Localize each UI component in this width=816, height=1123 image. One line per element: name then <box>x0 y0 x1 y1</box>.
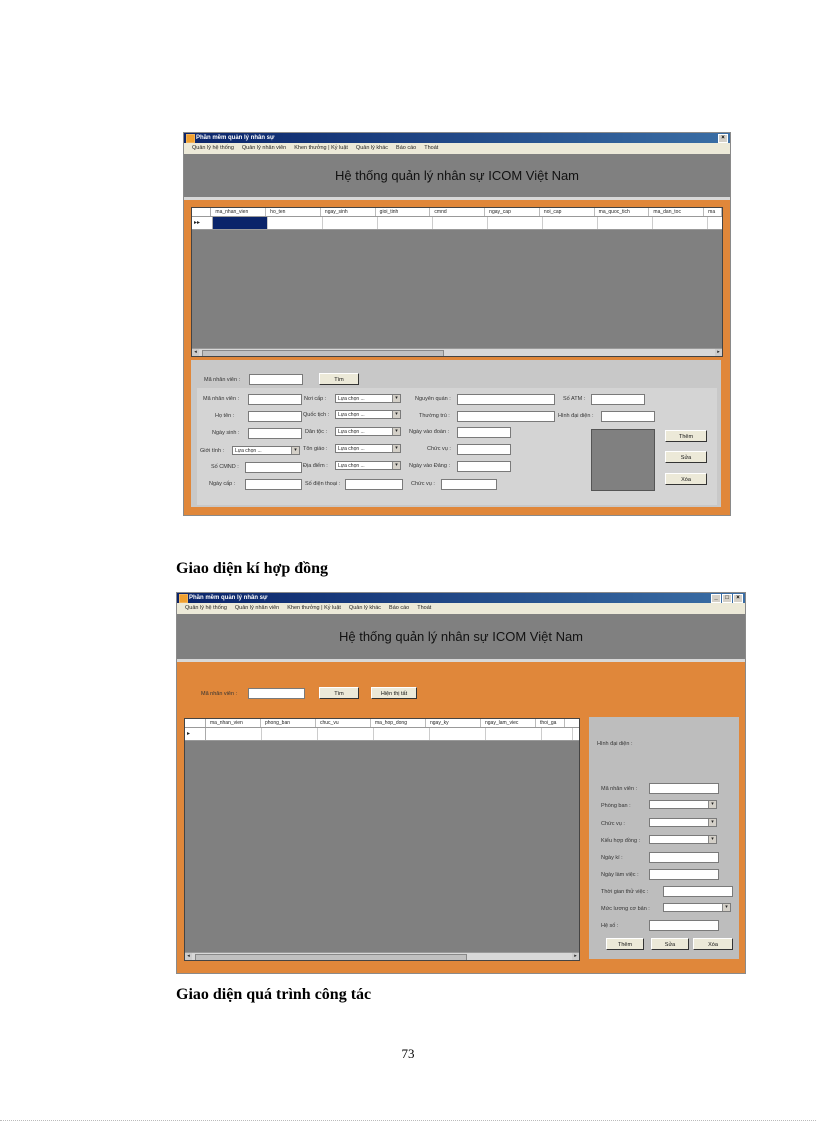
select-value: Lựa chọn ... <box>338 429 365 435</box>
label-dan-toc: Dân tộc : <box>305 429 328 435</box>
col-header[interactable]: noi_cap <box>540 208 595 216</box>
ngay-ki-input[interactable] <box>649 852 719 863</box>
search-button[interactable]: Tìm <box>319 687 359 699</box>
close-icon[interactable]: × <box>718 134 728 143</box>
so-atm-input[interactable] <box>591 394 645 405</box>
horizontal-scrollbar[interactable] <box>192 348 722 356</box>
col-header[interactable]: ngay_cap <box>485 208 540 216</box>
scroll-thumb[interactable] <box>195 954 467 961</box>
menu-system[interactable]: Quản lý hệ thống <box>192 145 234 151</box>
grid-cell[interactable] <box>488 217 543 229</box>
caption-work-history: Giao diện quá trình công tác <box>176 986 372 1003</box>
grid-cell[interactable] <box>542 728 573 740</box>
select-value: Lựa chọn ... <box>338 446 365 452</box>
col-header[interactable]: ma <box>704 208 722 216</box>
table-row[interactable] <box>192 217 722 230</box>
menu-exit[interactable]: Thoát <box>424 145 439 151</box>
grid-cell[interactable] <box>268 217 323 229</box>
dropdown-arrow-icon[interactable]: ▾ <box>722 904 730 911</box>
label-ma-nv: Mã nhân viên : <box>601 786 638 792</box>
grid-cell[interactable] <box>653 217 708 229</box>
banner-title: Hệ thống quản lý nhân sự ICOM Việt Nam <box>338 629 584 644</box>
search-label: Mã nhân viên : <box>204 377 241 383</box>
col-header[interactable]: cmnd <box>430 208 485 216</box>
ton-giao-select[interactable] <box>335 444 401 453</box>
label-so-atm: Số ATM : <box>563 396 586 402</box>
label-so-cmnd: Số CMND : <box>211 464 239 470</box>
dropdown-arrow-icon[interactable]: ▾ <box>392 462 400 469</box>
menu-exit[interactable]: Thoát <box>417 605 432 611</box>
close-icon[interactable]: × <box>733 594 743 603</box>
label-ton-giao: Tôn giáo : <box>303 446 328 452</box>
menu-system[interactable]: Quản lý hệ thống <box>185 605 227 611</box>
dropdown-arrow-icon[interactable]: ▾ <box>708 819 716 826</box>
search-label: Mã nhân viên : <box>201 691 238 697</box>
screenshot-employee-form <box>183 132 731 516</box>
dropdown-arrow-icon[interactable]: ▾ <box>392 428 400 435</box>
app-icon <box>179 594 188 603</box>
menu-rewards[interactable]: Khen thưởng | Kỷ luật <box>287 605 341 611</box>
grid-cell[interactable] <box>433 217 488 229</box>
dropdown-arrow-icon[interactable]: ▾ <box>291 447 299 454</box>
muc-luong-select[interactable] <box>663 903 731 912</box>
add-button[interactable]: Thêm <box>606 938 644 950</box>
search-input[interactable] <box>248 688 305 699</box>
scroll-right-icon[interactable]: ▸ <box>715 349 722 356</box>
grid-cell[interactable] <box>598 217 653 229</box>
label-ngay-sinh: Ngày sinh : <box>212 430 240 436</box>
label-chuc-vu-2: Chức vụ : <box>411 481 435 487</box>
menu-employees[interactable]: Quản lý nhân viên <box>234 605 280 611</box>
col-header[interactable]: gioi_tinh <box>376 208 431 216</box>
kieu-hop-dong-select[interactable] <box>649 835 717 844</box>
dropdown-arrow-icon[interactable]: ▾ <box>392 395 400 402</box>
ngay-vao-doan-input[interactable] <box>457 427 511 438</box>
grid-cell[interactable] <box>262 728 318 740</box>
dropdown-arrow-icon[interactable]: ▾ <box>708 836 716 843</box>
form-fields-panel <box>197 388 717 505</box>
menu-rewards[interactable]: Khen thưởng | Kỷ luật <box>294 145 348 151</box>
col-header[interactable]: ma_nhan_vien <box>211 208 266 216</box>
col-header[interactable]: ho_ten <box>266 208 321 216</box>
scroll-left-icon[interactable]: ◂ <box>185 953 192 960</box>
menu-bar <box>177 603 745 614</box>
dan-toc-select[interactable] <box>335 427 401 436</box>
col-header[interactable]: chuc_vu <box>316 719 371 727</box>
label-ngay-lam-viec: Ngày làm việc : <box>601 872 639 878</box>
page-bottom-divider <box>0 1120 816 1121</box>
col-header[interactable]: ngay_sinh <box>321 208 376 216</box>
label-thuong-tru: Thường trú : <box>419 413 450 419</box>
grid-cell[interactable] <box>378 217 433 229</box>
show-all-button[interactable]: Hiện thị tất <box>371 687 417 699</box>
work-history-grid[interactable] <box>184 718 580 961</box>
label-hinh-dai-dien: Hình đại diện : <box>558 413 594 419</box>
search-input[interactable] <box>249 374 303 385</box>
label-ngay-cap: Ngày cấp : <box>209 481 236 487</box>
scroll-right-icon[interactable]: ▸ <box>572 953 579 960</box>
label-ngay-vao-doan: Ngày vào đoàn : <box>409 429 450 435</box>
row-marker: ▸ <box>185 728 206 740</box>
label-ma-nv: Mã nhân viên : <box>203 396 240 402</box>
col-header[interactable]: thoi_ga <box>536 719 565 727</box>
content-area <box>177 662 745 973</box>
employee-grid[interactable] <box>191 207 723 357</box>
caption-contract: Giao diện kí hợp đồng <box>176 560 329 577</box>
horizontal-scrollbar[interactable] <box>185 952 579 960</box>
grid-cell[interactable] <box>486 728 542 740</box>
menu-bar <box>184 143 730 154</box>
grid-header <box>185 719 579 728</box>
ho-ten-input[interactable] <box>248 411 302 422</box>
menu-reports[interactable]: Báo cáo <box>389 605 410 611</box>
thoi-gian-thu-viec-input[interactable] <box>663 886 733 897</box>
gioi-tinh-select[interactable] <box>232 446 300 455</box>
col-header[interactable]: ma_quoc_tich <box>595 208 650 216</box>
delete-button[interactable]: Xóa <box>665 473 707 485</box>
select-value: Lựa chọn ... <box>338 396 365 402</box>
avatar-photo <box>591 429 655 491</box>
so-cmnd-input[interactable] <box>245 462 302 473</box>
ma-nv-input[interactable] <box>649 783 719 794</box>
label-chuc-vu-1: Chức vụ : <box>427 446 451 452</box>
scroll-left-icon[interactable]: ◂ <box>192 349 199 356</box>
he-so-input[interactable] <box>649 920 719 931</box>
label-phong-ban: Phòng ban : <box>601 803 631 809</box>
col-header[interactable]: ma_nhan_vien <box>206 719 261 727</box>
edit-button[interactable]: Sửa <box>665 451 707 463</box>
grid-header <box>192 208 722 217</box>
label-so-dien-thoai: Số điện thoại : <box>305 481 341 487</box>
col-header[interactable]: ma_hop_dong <box>371 719 426 727</box>
col-header[interactable]: ngay_ky <box>426 719 481 727</box>
delete-button[interactable]: Xóa <box>693 938 733 950</box>
label-hinh-dai-dien: Hình đại diện : <box>597 741 633 747</box>
ngay-cap-input[interactable] <box>245 479 302 490</box>
form-panel <box>191 360 721 507</box>
grid-cell[interactable] <box>374 728 430 740</box>
ngay-lam-viec-input[interactable] <box>649 869 719 880</box>
label-kieu-hop-dong: Kiểu hợp đồng : <box>601 838 641 844</box>
grid-cell[interactable] <box>323 217 378 229</box>
label-muc-luong: Mức lương cơ bản : <box>601 906 650 912</box>
select-value: Lựa chọn ... <box>235 448 262 454</box>
app-banner <box>184 154 730 200</box>
screenshot-work-history <box>176 592 746 974</box>
window-titlebar <box>184 133 730 143</box>
noi-cap-select[interactable] <box>335 394 401 403</box>
content-area <box>184 200 730 515</box>
so-dien-thoai-input[interactable] <box>345 479 403 490</box>
window-title: Phần mềm quản lý nhân sự <box>196 135 275 141</box>
hinh-dai-dien-input[interactable] <box>601 411 655 422</box>
grid-cell[interactable] <box>206 728 262 740</box>
label-ngay-vao-dang: Ngày vào Đảng : <box>409 463 450 469</box>
selected-cell[interactable] <box>213 217 268 229</box>
dia-diem-select[interactable] <box>335 461 401 470</box>
col-header[interactable]: ma_dan_toc <box>649 208 704 216</box>
menu-reports[interactable]: Báo cáo <box>396 145 417 151</box>
app-banner <box>177 614 745 662</box>
app-icon <box>186 134 195 143</box>
dropdown-arrow-icon[interactable]: ▾ <box>392 411 400 418</box>
label-dia-diem: Địa điểm : <box>303 463 328 469</box>
quoc-tich-select[interactable] <box>335 410 401 419</box>
label-noi-cap: Nơi cấp : <box>304 396 327 402</box>
maximize-icon[interactable]: □ <box>722 594 732 603</box>
chuc-vu-select[interactable] <box>649 818 717 827</box>
search-button[interactable]: Tìm <box>319 373 359 385</box>
banner-title: Hệ thống quản lý nhân sự ICOM Việt Nam <box>334 168 580 183</box>
scroll-thumb[interactable] <box>202 350 444 357</box>
detail-panel <box>589 717 739 959</box>
window-titlebar <box>177 593 745 603</box>
select-value: Lựa chọn ... <box>338 463 365 469</box>
menu-other[interactable]: Quản lý khác <box>355 145 389 151</box>
minimize-icon[interactable]: _ <box>711 594 721 603</box>
add-button[interactable]: Thêm <box>665 430 707 442</box>
label-ho-ten: Họ tên : <box>215 413 235 419</box>
phong-ban-select[interactable] <box>649 800 717 809</box>
table-row[interactable] <box>185 728 579 741</box>
edit-button[interactable]: Sửa <box>651 938 689 950</box>
select-value: Lựa chọn ... <box>338 412 365 418</box>
label-gioi-tinh: Giới tính : <box>200 448 225 454</box>
label-ngay-ki: Ngày kí : <box>601 855 623 861</box>
col-header[interactable]: phong_ban <box>261 719 316 727</box>
label-nguyen-quan: Nguyên quán : <box>415 396 451 402</box>
grid-cell[interactable] <box>430 728 486 740</box>
nguyen-quan-input[interactable] <box>457 394 555 405</box>
ngay-sinh-input[interactable] <box>248 428 302 439</box>
label-thoi-gian-thu-viec: Thời gian thử việc : <box>601 889 649 895</box>
col-header[interactable]: ngay_lam_viec <box>481 719 536 727</box>
label-quoc-tich: Quốc tịch : <box>303 412 330 418</box>
menu-other[interactable]: Quản lý khác <box>348 605 382 611</box>
dropdown-arrow-icon[interactable]: ▾ <box>708 801 716 808</box>
ma-nv-input[interactable] <box>248 394 302 405</box>
menu-employees[interactable]: Quản lý nhân viên <box>241 145 287 151</box>
dropdown-arrow-icon[interactable]: ▾ <box>392 445 400 452</box>
chuc-vu-1-input[interactable] <box>457 444 511 455</box>
window-title: Phần mềm quản lý nhân sự <box>189 595 268 601</box>
grid-cell[interactable] <box>543 217 598 229</box>
grid-cell[interactable] <box>318 728 374 740</box>
label-he-so: Hệ số : <box>601 923 619 929</box>
label-chuc-vu: Chức vụ : <box>601 821 625 827</box>
thuong-tru-input[interactable] <box>457 411 555 422</box>
chuc-vu-2-input[interactable] <box>441 479 497 490</box>
page-number: 73 <box>401 1046 415 1061</box>
ngay-vao-dang-input[interactable] <box>457 461 511 472</box>
row-marker: ▸▸ <box>192 217 213 229</box>
